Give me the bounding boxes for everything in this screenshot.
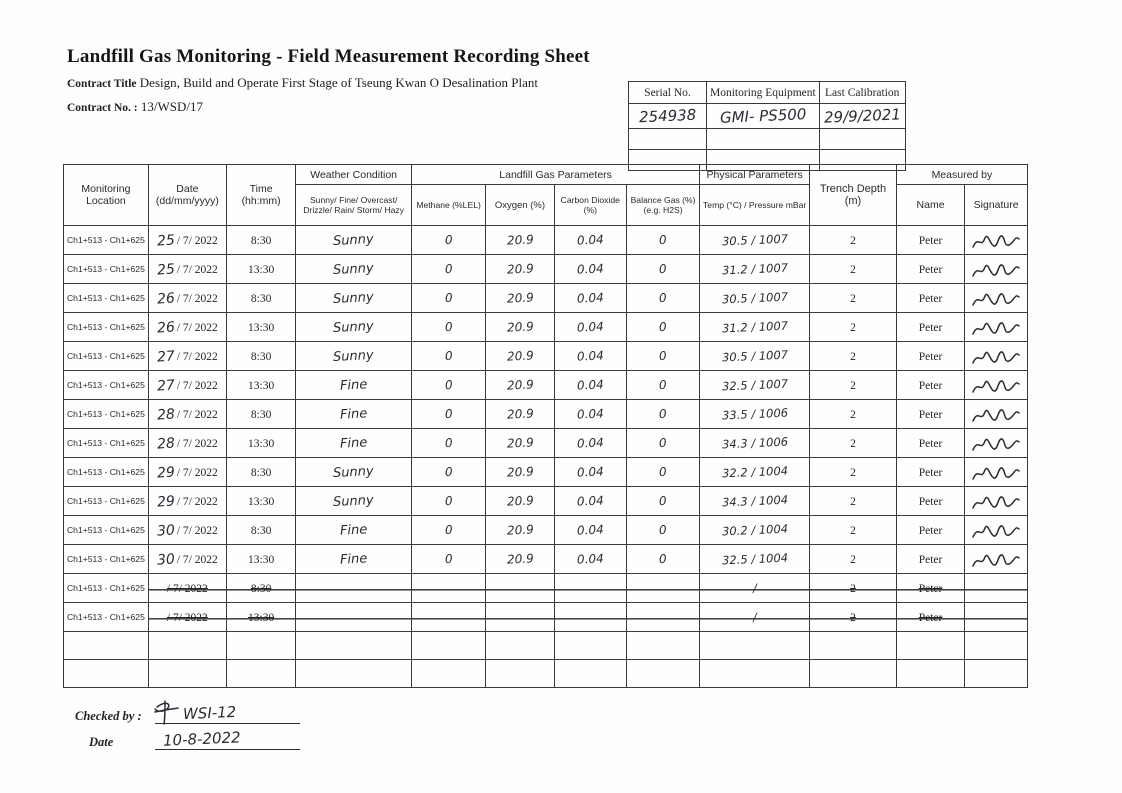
cell-time: 13:30 bbox=[226, 603, 295, 632]
checked-by-signature-line bbox=[155, 700, 300, 724]
date-line bbox=[155, 726, 300, 750]
cell-temp-pressure: 32.2 / 1004 bbox=[700, 458, 810, 487]
signature-scribble-icon bbox=[971, 434, 1021, 454]
header-physical-group: Physical Parameters bbox=[700, 165, 810, 185]
cell-monitoring-location: Ch1+513 - Ch1+625 bbox=[64, 603, 149, 632]
cell-weather: Fine bbox=[296, 429, 412, 458]
cell-date bbox=[148, 632, 226, 660]
cell-time: 8:30 bbox=[226, 574, 295, 603]
table-row bbox=[64, 603, 1028, 632]
cell-monitoring-location: Ch1+513 - Ch1+625 bbox=[64, 284, 149, 313]
signature-scribble-icon bbox=[971, 260, 1021, 280]
contract-no-label: Contract No. : bbox=[67, 102, 138, 114]
cell-trench-depth: 2 bbox=[810, 487, 897, 516]
cell-carbon-dioxide: 0.04 bbox=[554, 458, 626, 487]
table-row bbox=[64, 487, 1028, 516]
cell-time: 8:30 bbox=[226, 458, 295, 487]
cell-monitoring-location: Ch1+513 - Ch1+625 bbox=[64, 313, 149, 342]
cell-temp-pressure: 31.2 / 1007 bbox=[700, 313, 810, 342]
cell-monitoring-location: Ch1+513 - Ch1+625 bbox=[64, 487, 149, 516]
cell-time: 8:30 bbox=[226, 342, 295, 371]
cell-signature bbox=[965, 342, 1028, 371]
signature-scribble-icon bbox=[971, 318, 1021, 338]
cell-carbon-dioxide bbox=[554, 632, 626, 660]
signature-scribble-icon bbox=[971, 492, 1021, 512]
cell-temp-pressure: / bbox=[700, 574, 810, 603]
cell-signature bbox=[965, 400, 1028, 429]
cell-name: Peter bbox=[896, 516, 964, 545]
cell-time: 13:30 bbox=[226, 313, 295, 342]
cell-date: 29/ 7/ 2022 bbox=[148, 458, 226, 487]
cell-oxygen: 20.9 bbox=[486, 458, 554, 487]
cell-monitoring-location: Ch1+513 - Ch1+625 bbox=[64, 400, 149, 429]
cell-time: 13:30 bbox=[226, 371, 295, 400]
cell-time: 8:30 bbox=[226, 400, 295, 429]
cell-temp-pressure bbox=[700, 660, 810, 688]
cell-balance-gas: 0 bbox=[626, 226, 699, 255]
checked-by-row bbox=[75, 700, 375, 724]
cell-oxygen: 20.9 bbox=[486, 342, 554, 371]
equip-empty-cell bbox=[819, 129, 905, 150]
cell-trench-depth: 2 bbox=[810, 371, 897, 400]
cell-date: 30/ 7/ 2022 bbox=[148, 516, 226, 545]
equip-header-calibration: Last Calibration bbox=[819, 82, 905, 104]
header-methane: Methane (%LEL) bbox=[411, 185, 485, 226]
cell-trench-depth bbox=[810, 632, 897, 660]
signature-scribble-icon bbox=[971, 550, 1021, 570]
cell-monitoring-location: Ch1+513 - Ch1+625 bbox=[64, 342, 149, 371]
cell-carbon-dioxide: 0.04 bbox=[554, 487, 626, 516]
equip-header-serial: Serial No. bbox=[629, 82, 707, 104]
cell-oxygen: 20.9 bbox=[486, 487, 554, 516]
cell-oxygen bbox=[486, 660, 554, 688]
cell-balance-gas: 0 bbox=[626, 342, 699, 371]
header-measured-group: Measured by bbox=[896, 165, 1027, 185]
cell-methane bbox=[411, 632, 485, 660]
equip-calibration-value: 29/9/2021 bbox=[819, 104, 905, 129]
equip-serial-value: 254938 bbox=[629, 104, 707, 129]
signature-scribble-icon bbox=[971, 376, 1021, 396]
header-date: Date (dd/mm/yyyy) bbox=[148, 165, 226, 226]
cell-name: Peter bbox=[896, 371, 964, 400]
cell-methane: 0 bbox=[411, 226, 485, 255]
cell-temp-pressure: 31.2 / 1007 bbox=[700, 255, 810, 284]
equip-header-equipment: Monitoring Equipment bbox=[707, 82, 820, 104]
cell-weather bbox=[296, 574, 412, 603]
cell-methane: 0 bbox=[411, 516, 485, 545]
cell-oxygen: 20.9 bbox=[486, 371, 554, 400]
cell-methane: 0 bbox=[411, 284, 485, 313]
footer-signoff bbox=[75, 700, 375, 750]
table-row bbox=[64, 400, 1028, 429]
cell-time: 13:30 bbox=[226, 255, 295, 284]
cell-methane bbox=[411, 603, 485, 632]
cell-temp-pressure: 30.5 / 1007 bbox=[700, 284, 810, 313]
cell-carbon-dioxide: 0.04 bbox=[554, 313, 626, 342]
cell-weather: Sunny bbox=[296, 342, 412, 371]
cell-carbon-dioxide bbox=[554, 574, 626, 603]
checked-by-scribble-icon bbox=[151, 699, 181, 725]
cell-name: Peter bbox=[896, 284, 964, 313]
cell-temp-pressure: 30.5 / 1007 bbox=[700, 226, 810, 255]
cell-oxygen: 20.9 bbox=[486, 516, 554, 545]
cell-oxygen bbox=[486, 632, 554, 660]
cell-name: Peter bbox=[896, 574, 964, 603]
document-header bbox=[67, 46, 627, 116]
cell-time: 8:30 bbox=[226, 226, 295, 255]
signature-scribble-icon bbox=[971, 347, 1021, 367]
cell-weather: Sunny bbox=[296, 313, 412, 342]
cell-trench-depth: 2 bbox=[810, 255, 897, 284]
cell-time: 13:30 bbox=[226, 429, 295, 458]
table-row bbox=[64, 371, 1028, 400]
cell-methane: 0 bbox=[411, 429, 485, 458]
cell-trench-depth: 2 bbox=[810, 429, 897, 458]
cell-trench-depth: 2 bbox=[810, 458, 897, 487]
table-row bbox=[64, 458, 1028, 487]
cell-date: 26/ 7/ 2022 bbox=[148, 284, 226, 313]
header-carbon-dioxide: Carbon Dioxide (%) bbox=[554, 185, 626, 226]
header-trench-depth: Trench Depth (m) bbox=[810, 165, 897, 226]
cell-temp-pressure: 34.3 / 1004 bbox=[700, 487, 810, 516]
header-oxygen: Oxygen (%) bbox=[486, 185, 554, 226]
cell-weather: Sunny bbox=[296, 255, 412, 284]
cell-oxygen: 20.9 bbox=[486, 400, 554, 429]
cell-carbon-dioxide: 0.04 bbox=[554, 284, 626, 313]
header-signature: Signature bbox=[965, 185, 1028, 226]
cell-oxygen: 20.9 bbox=[486, 313, 554, 342]
cell-balance-gas: 0 bbox=[626, 313, 699, 342]
date-label: Date bbox=[89, 735, 114, 749]
cell-date: 25/ 7/ 2022 bbox=[148, 255, 226, 284]
cell-time bbox=[226, 660, 295, 688]
cell-signature bbox=[965, 313, 1028, 342]
header-balance-gas: Balance Gas (%) (e.g. H2S) bbox=[626, 185, 699, 226]
cell-monitoring-location bbox=[64, 660, 149, 688]
cell-signature bbox=[965, 458, 1028, 487]
cell-name bbox=[896, 632, 964, 660]
cell-temp-pressure: 30.5 / 1007 bbox=[700, 342, 810, 371]
signature-scribble-icon bbox=[971, 231, 1021, 251]
cell-methane: 0 bbox=[411, 400, 485, 429]
cell-oxygen bbox=[486, 574, 554, 603]
cell-temp-pressure bbox=[700, 632, 810, 660]
cell-date: 25/ 7/ 2022 bbox=[148, 226, 226, 255]
cell-time: 8:30 bbox=[226, 516, 295, 545]
table-row bbox=[64, 313, 1028, 342]
cell-balance-gas: 0 bbox=[626, 429, 699, 458]
cell-signature bbox=[965, 632, 1028, 660]
cell-balance-gas: 0 bbox=[626, 545, 699, 574]
cell-carbon-dioxide: 0.04 bbox=[554, 400, 626, 429]
cell-balance-gas: 0 bbox=[626, 255, 699, 284]
cell-trench-depth: 2 bbox=[810, 516, 897, 545]
checked-by-label: Checked by : bbox=[75, 709, 142, 723]
cell-balance-gas bbox=[626, 603, 699, 632]
header-monitoring-location: Monitoring Location bbox=[64, 165, 149, 226]
cell-oxygen: 20.9 bbox=[486, 255, 554, 284]
cell-monitoring-location: Ch1+513 - Ch1+625 bbox=[64, 545, 149, 574]
cell-name: Peter bbox=[896, 603, 964, 632]
cell-name: Peter bbox=[896, 487, 964, 516]
cell-date bbox=[148, 660, 226, 688]
header-gas-group: Landfill Gas Parameters bbox=[411, 165, 699, 185]
cell-date: 29/ 7/ 2022 bbox=[148, 487, 226, 516]
table-row bbox=[64, 284, 1028, 313]
contract-title-label: Contract Title bbox=[67, 78, 137, 90]
table-row bbox=[64, 516, 1028, 545]
cell-carbon-dioxide: 0.04 bbox=[554, 545, 626, 574]
table-row bbox=[64, 574, 1028, 603]
cell-balance-gas: 0 bbox=[626, 400, 699, 429]
cell-trench-depth: 2 bbox=[810, 226, 897, 255]
table-row bbox=[64, 660, 1028, 688]
cell-methane bbox=[411, 574, 485, 603]
cell-weather: Fine bbox=[296, 400, 412, 429]
contract-no-value: 13/WSD/17 bbox=[140, 99, 203, 114]
cell-name: Peter bbox=[896, 226, 964, 255]
cell-balance-gas bbox=[626, 632, 699, 660]
cell-date: 26/ 7/ 2022 bbox=[148, 313, 226, 342]
cell-weather bbox=[296, 603, 412, 632]
cell-weather bbox=[296, 632, 412, 660]
table-row bbox=[64, 255, 1028, 284]
cell-balance-gas: 0 bbox=[626, 516, 699, 545]
cell-temp-pressure: 32.5 / 1004 bbox=[700, 545, 810, 574]
cell-monitoring-location: Ch1+513 - Ch1+625 bbox=[64, 574, 149, 603]
cell-name: Peter bbox=[896, 458, 964, 487]
cell-trench-depth: 2 bbox=[810, 284, 897, 313]
cell-signature bbox=[965, 429, 1028, 458]
cell-methane: 0 bbox=[411, 255, 485, 284]
cell-signature bbox=[965, 603, 1028, 632]
cell-weather: Sunny bbox=[296, 284, 412, 313]
contract-title-line bbox=[67, 75, 627, 92]
cell-name: Peter bbox=[896, 342, 964, 371]
signature-scribble-icon bbox=[971, 521, 1021, 541]
cell-trench-depth: 2 bbox=[810, 400, 897, 429]
contract-no-line bbox=[67, 99, 627, 116]
cell-monitoring-location: Ch1+513 - Ch1+625 bbox=[64, 458, 149, 487]
cell-balance-gas: 0 bbox=[626, 284, 699, 313]
signature-scribble-icon bbox=[971, 463, 1021, 483]
cell-methane: 0 bbox=[411, 545, 485, 574]
cell-carbon-dioxide bbox=[554, 660, 626, 688]
cell-trench-depth: 2 bbox=[810, 574, 897, 603]
equip-empty-cell bbox=[629, 129, 707, 150]
cell-balance-gas bbox=[626, 660, 699, 688]
cell-carbon-dioxide: 0.04 bbox=[554, 255, 626, 284]
cell-signature bbox=[965, 226, 1028, 255]
cell-name: Peter bbox=[896, 429, 964, 458]
cell-oxygen: 20.9 bbox=[486, 429, 554, 458]
cell-balance-gas bbox=[626, 574, 699, 603]
cell-carbon-dioxide: 0.04 bbox=[554, 226, 626, 255]
cell-trench-depth bbox=[810, 660, 897, 688]
cell-signature bbox=[965, 371, 1028, 400]
cell-date: 28/ 7/ 2022 bbox=[148, 429, 226, 458]
signature-scribble-icon bbox=[971, 405, 1021, 425]
cell-date: / 7/ 2022 bbox=[148, 574, 226, 603]
cell-carbon-dioxide: 0.04 bbox=[554, 371, 626, 400]
cell-signature bbox=[965, 660, 1028, 688]
cell-time bbox=[226, 632, 295, 660]
table-row bbox=[64, 632, 1028, 660]
cell-name: Peter bbox=[896, 400, 964, 429]
table-row bbox=[64, 342, 1028, 371]
cell-temp-pressure: / bbox=[700, 603, 810, 632]
header-time: Time (hh:mm) bbox=[226, 165, 295, 226]
table-row bbox=[64, 226, 1028, 255]
cell-time: 8:30 bbox=[226, 284, 295, 313]
cell-methane bbox=[411, 660, 485, 688]
equip-model-value: GMI- PS500 bbox=[707, 104, 820, 129]
cell-monitoring-location bbox=[64, 632, 149, 660]
cell-monitoring-location: Ch1+513 - Ch1+625 bbox=[64, 255, 149, 284]
cell-methane: 0 bbox=[411, 342, 485, 371]
cell-monitoring-location: Ch1+513 - Ch1+625 bbox=[64, 226, 149, 255]
cell-methane: 0 bbox=[411, 371, 485, 400]
cell-trench-depth: 2 bbox=[810, 313, 897, 342]
cell-signature bbox=[965, 574, 1028, 603]
header-weather-options: Sunny/ Fine/ Overcast/ Drizzle/ Rain/ Storm/ Hazy bbox=[296, 185, 412, 226]
cell-date: 28/ 7/ 2022 bbox=[148, 400, 226, 429]
cell-name bbox=[896, 660, 964, 688]
cell-carbon-dioxide: 0.04 bbox=[554, 342, 626, 371]
cell-methane: 0 bbox=[411, 313, 485, 342]
cell-balance-gas: 0 bbox=[626, 487, 699, 516]
cell-trench-depth: 2 bbox=[810, 603, 897, 632]
table-row bbox=[64, 545, 1028, 574]
cell-monitoring-location: Ch1+513 - Ch1+625 bbox=[64, 429, 149, 458]
monitoring-data-table bbox=[63, 164, 1028, 688]
cell-balance-gas: 0 bbox=[626, 458, 699, 487]
cell-temp-pressure: 30.2 / 1004 bbox=[700, 516, 810, 545]
cell-signature bbox=[965, 516, 1028, 545]
cell-signature bbox=[965, 284, 1028, 313]
cell-monitoring-location: Ch1+513 - Ch1+625 bbox=[64, 516, 149, 545]
cell-signature bbox=[965, 545, 1028, 574]
cell-weather: Fine bbox=[296, 545, 412, 574]
cell-date: 30/ 7/ 2022 bbox=[148, 545, 226, 574]
cell-date: / 7/ 2022 bbox=[148, 603, 226, 632]
cell-name: Peter bbox=[896, 545, 964, 574]
cell-time: 13:30 bbox=[226, 545, 295, 574]
cell-methane: 0 bbox=[411, 458, 485, 487]
cell-temp-pressure: 34.3 / 1006 bbox=[700, 429, 810, 458]
cell-weather bbox=[296, 660, 412, 688]
cell-temp-pressure: 33.5 / 1006 bbox=[700, 400, 810, 429]
signature-scribble-icon bbox=[971, 289, 1021, 309]
equip-empty-cell bbox=[707, 129, 820, 150]
cell-temp-pressure: 32.5 / 1007 bbox=[700, 371, 810, 400]
cell-weather: Sunny bbox=[296, 226, 412, 255]
header-temp-pressure: Temp (°C) / Pressure mBar bbox=[700, 185, 810, 226]
cell-methane: 0 bbox=[411, 487, 485, 516]
checked-by-value: WSI-12 bbox=[182, 702, 237, 724]
cell-carbon-dioxide: 0.04 bbox=[554, 429, 626, 458]
cell-weather: Fine bbox=[296, 371, 412, 400]
cell-weather: Fine bbox=[296, 516, 412, 545]
cell-monitoring-location: Ch1+513 - Ch1+625 bbox=[64, 371, 149, 400]
page-title: Landfill Gas Monitoring - Field Measurement Recording Sheet bbox=[67, 46, 590, 67]
cell-name: Peter bbox=[896, 313, 964, 342]
cell-carbon-dioxide bbox=[554, 603, 626, 632]
cell-weather: Sunny bbox=[296, 487, 412, 516]
cell-date: 27/ 7/ 2022 bbox=[148, 342, 226, 371]
table-row bbox=[64, 429, 1028, 458]
header-name: Name bbox=[896, 185, 964, 226]
cell-signature bbox=[965, 255, 1028, 284]
cell-balance-gas: 0 bbox=[626, 371, 699, 400]
cell-name: Peter bbox=[896, 255, 964, 284]
contract-title-value: Design, Build and Operate First Stage of Tseung Kwan O Desalination Plant bbox=[139, 75, 538, 90]
header-weather-group: Weather Condition bbox=[296, 165, 412, 185]
cell-signature bbox=[965, 487, 1028, 516]
cell-date: 27/ 7/ 2022 bbox=[148, 371, 226, 400]
cell-carbon-dioxide: 0.04 bbox=[554, 516, 626, 545]
cell-weather: Sunny bbox=[296, 458, 412, 487]
cell-trench-depth: 2 bbox=[810, 342, 897, 371]
cell-oxygen: 20.9 bbox=[486, 545, 554, 574]
cell-oxygen: 20.9 bbox=[486, 226, 554, 255]
equipment-info-table bbox=[628, 81, 906, 171]
cell-trench-depth: 2 bbox=[810, 545, 897, 574]
date-row bbox=[75, 726, 375, 750]
cell-oxygen bbox=[486, 603, 554, 632]
cell-oxygen: 20.9 bbox=[486, 284, 554, 313]
date-value: 10-8-2022 bbox=[162, 728, 241, 750]
cell-time: 13:30 bbox=[226, 487, 295, 516]
